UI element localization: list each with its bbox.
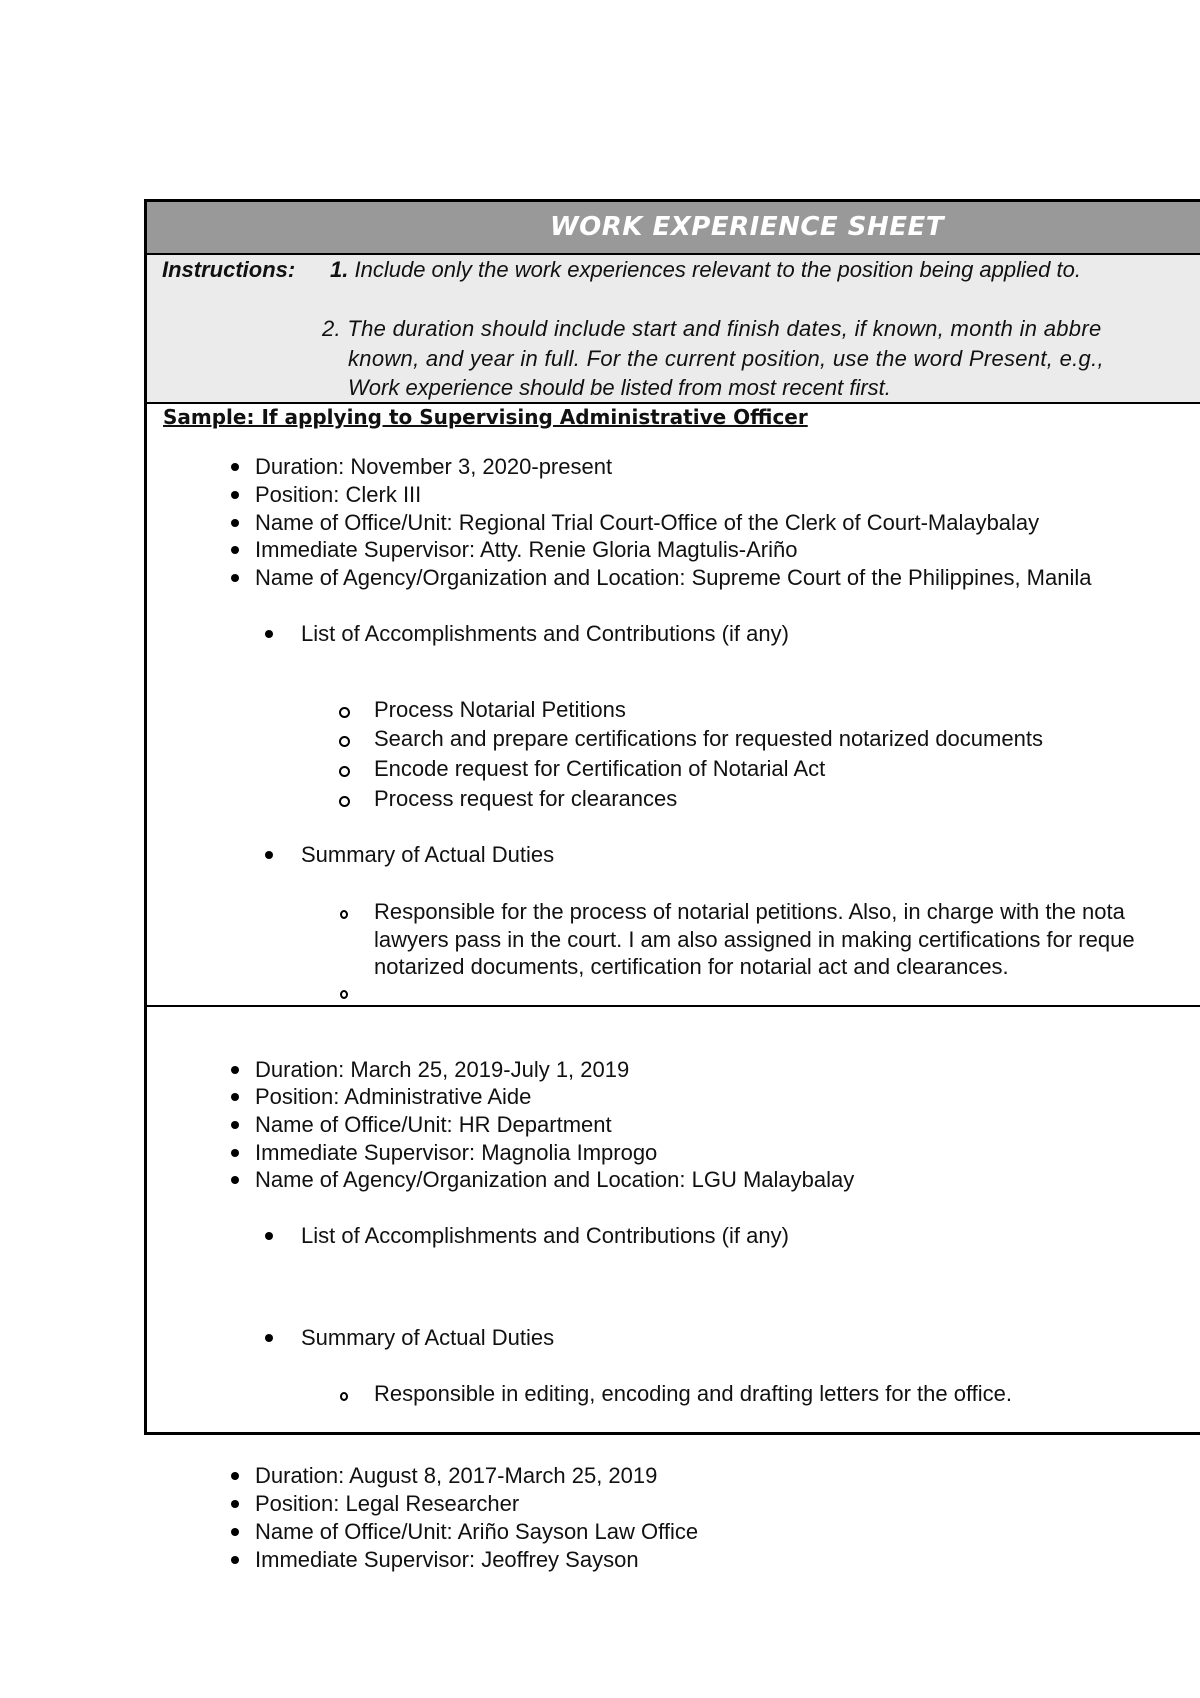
bullet-icon <box>231 1149 239 1157</box>
bullet-icon <box>265 630 273 638</box>
row-divider <box>144 1005 1200 1007</box>
entry1-duties-line-3: notarized documents, certification for notarial act and clearances. <box>374 954 1009 979</box>
bullet-icon <box>231 1176 239 1184</box>
entry3-duration: Duration: August 8, 2017-March 25, 2019 <box>255 1463 658 1488</box>
instruction-1-number: 1. <box>330 257 349 282</box>
bullet-icon <box>231 1528 239 1536</box>
entry2-duties-label: Summary of Actual Duties <box>301 1325 555 1350</box>
bullet-icon <box>231 1472 239 1480</box>
circle-bullet-icon <box>339 736 350 747</box>
entry1-agency: Name of Agency/Organization and Location: Supreme Court of the Philippines, Manila <box>255 565 1092 590</box>
bullet-icon <box>231 463 239 471</box>
instruction-1 <box>330 257 1081 283</box>
circle-bullet-icon <box>339 766 350 777</box>
entry1-accomplishments-label: List of Accomplishments and Contributions (if any) <box>301 621 789 646</box>
entry1-supervisor: Immediate Supervisor: Atty. Renie Gloria Magtulis-Ariño <box>255 537 798 562</box>
sample-heading: Sample: If applying to Supervising Administrative Officer <box>163 405 808 429</box>
bullet-icon <box>231 1066 239 1074</box>
entry1-accomplishment-1: Process Notarial Petitions <box>374 697 626 722</box>
bullet-icon <box>265 851 273 859</box>
circle-bullet-icon <box>339 796 350 807</box>
bullet-icon <box>231 1093 239 1101</box>
entry1-office: Name of Office/Unit: Regional Trial Court-Office of the Clerk of Court-Malaybalay <box>255 510 1040 535</box>
bullet-icon <box>231 1556 239 1564</box>
bullet-icon <box>231 519 239 527</box>
sheet-title: WORK EXPERIENCE SHEET <box>550 212 944 242</box>
entry3-position: Position: Legal Researcher <box>255 1491 520 1516</box>
bullet-icon <box>231 546 239 554</box>
circle-bullet-icon <box>340 990 348 999</box>
instructions-label <box>162 257 295 283</box>
entry1-duties-line-2: lawyers pass in the court. I am also assigned in making certifications for reque <box>374 927 1135 952</box>
entry1-accomplishment-2: Search and prepare certifications for requested notarized documents <box>374 726 1043 751</box>
entry2-accomplishments-label: List of Accomplishments and Contributions (if any) <box>301 1223 789 1248</box>
instruction-2-line-1: 2. The duration should include start and finish dates, if known, month in abbre <box>322 316 1102 341</box>
entry1-duties-label: Summary of Actual Duties <box>301 842 555 867</box>
entry1-accomplishment-4: Process request for clearances <box>374 786 678 811</box>
instruction-1-text: Include only the work experiences relevant to the position being applied to. <box>354 257 1081 282</box>
bullet-icon <box>231 1121 239 1129</box>
circle-bullet-icon <box>340 1392 348 1401</box>
entry2-agency: Name of Agency/Organization and Location: LGU Malaybalay <box>255 1167 855 1192</box>
entry1-duration: Duration: November 3, 2020-present <box>255 454 613 479</box>
bullet-icon <box>265 1232 273 1240</box>
bullet-icon <box>231 574 239 582</box>
entry1-accomplishment-3: Encode request for Certification of Notarial Act <box>374 756 826 781</box>
entry1-position: Position: Clerk III <box>255 482 422 507</box>
bullet-icon <box>265 1334 273 1342</box>
entry2-office: Name of Office/Unit: HR Department <box>255 1112 612 1137</box>
bullet-icon <box>231 491 239 499</box>
entry3-office: Name of Office/Unit: Ariño Sayson Law Office <box>255 1519 699 1544</box>
bullet-icon <box>231 1500 239 1508</box>
instruction-2-line-3: Work experience should be listed from most recent first. <box>348 375 891 400</box>
instructions-label-text: Instructions: <box>162 257 296 282</box>
entry3-supervisor: Immediate Supervisor: Jeoffrey Sayson <box>255 1547 639 1572</box>
instruction-2-line-2: known, and year in full. For the current position, use the word Present, e.g., <box>348 346 1104 371</box>
circle-bullet-icon <box>340 910 348 919</box>
entry1-duties-line-1: Responsible for the process of notarial petitions. Also, in charge with the nota <box>374 899 1125 924</box>
entry2-position: Position: Administrative Aide <box>255 1084 532 1109</box>
entry2-duty-1: Responsible in editing, encoding and drafting letters for the office. <box>374 1381 1012 1406</box>
entry2-supervisor: Immediate Supervisor: Magnolia Improgo <box>255 1140 658 1165</box>
entry2-duration: Duration: March 25, 2019-July 1, 2019 <box>255 1057 630 1082</box>
circle-bullet-icon <box>339 707 350 718</box>
